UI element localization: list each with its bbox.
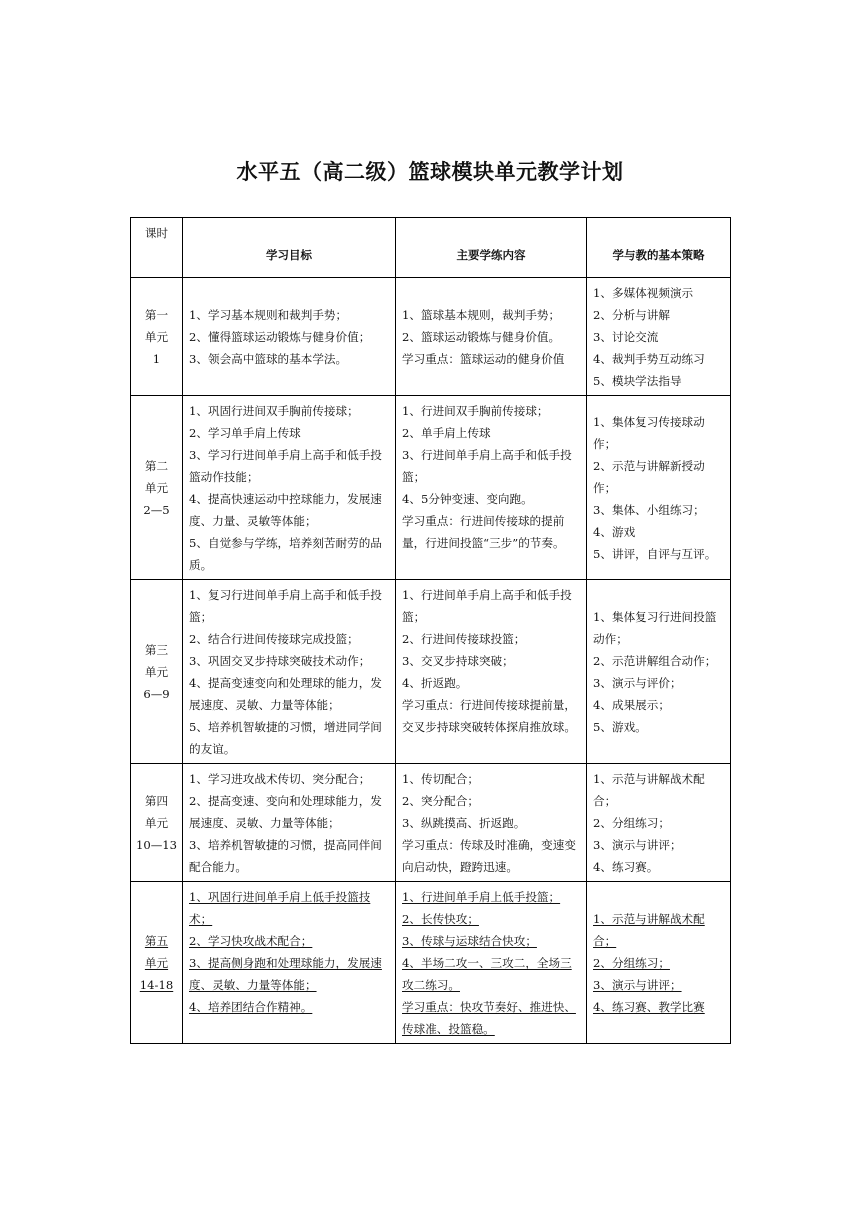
strategy-item: 3、演示与讲评； xyxy=(593,978,682,992)
content-item: 4、5分钟变速、变向跑。 xyxy=(402,492,533,506)
goal-item: 5、培养机智敏捷的习惯，增进同学间的友谊。 xyxy=(189,720,382,756)
strategy-cell xyxy=(587,764,731,882)
content-item: 学习重点：篮球运动的健身价值 xyxy=(402,352,565,366)
content-item: 2、突分配合； xyxy=(402,794,479,808)
strategy-item: 4、游戏 xyxy=(593,525,636,539)
strategy-item: 2、分组练习； xyxy=(593,816,670,830)
content-item: 3、传球与运球结合快攻； xyxy=(402,934,537,948)
goal-item: 2、学习单手肩上传球 xyxy=(189,426,301,440)
unit-line: 第三 xyxy=(144,642,169,657)
unit-cell xyxy=(131,580,183,764)
unit-line: 第一 xyxy=(144,307,169,322)
strategy-item: 2、分组练习； xyxy=(593,956,670,970)
goal-item: 3、领会高中篮球的基本学法。 xyxy=(189,352,348,366)
strategy-item: 4、裁判手势互动练习 xyxy=(593,352,705,366)
unit-cell xyxy=(131,764,183,882)
document-title: 水平五（高二级）篮球模块单元教学计划 xyxy=(236,160,624,184)
strategy-item: 1、多媒体视频演示 xyxy=(593,286,694,300)
teaching-plan-table xyxy=(130,217,731,1044)
goal-item: 2、提高变速、变向和处理球能力，发展速度、灵敏、力量等体能； xyxy=(189,794,382,830)
goal-item: 4、提高快速运动中控球能力，发展速度、力量、灵敏等体能； xyxy=(189,492,382,528)
unit-line: 单元 xyxy=(144,955,169,970)
content-item: 1、篮球基本规则，裁判手势； xyxy=(402,308,561,322)
header-strategy: 学与教的基本策略 xyxy=(587,218,731,278)
table-row xyxy=(131,882,731,1044)
strategy-cell xyxy=(587,882,731,1044)
content-item: 2、单手肩上传球 xyxy=(402,426,491,440)
strategy-item: 2、示范与讲解新授动作； xyxy=(593,459,705,495)
goals-cell xyxy=(183,278,396,396)
unit-line: 单元 xyxy=(144,815,169,830)
goals-cell xyxy=(183,580,396,764)
content-item: 3、行进间单手肩上高手和低手投篮； xyxy=(402,448,572,484)
strategy-item: 1、示范与讲解战术配合； xyxy=(593,772,705,808)
unit-line: 6—9 xyxy=(143,686,170,701)
strategy-item: 4、练习赛、教学比赛 xyxy=(593,1000,705,1014)
goal-item: 3、培养机智敏捷的习惯，提高同伴间配合能力。 xyxy=(189,838,382,874)
content-item: 学习重点：行进间传接球的提前量，行进间投篮“三步”的节奏。 xyxy=(402,514,565,550)
goal-item: 1、巩固行进间双手胸前传接球； xyxy=(189,404,359,418)
goal-item: 3、巩固交叉步持球突破技术动作； xyxy=(189,654,371,668)
content-item: 学习重点：传球及时准确，变速变向启动快，蹬跨迅速。 xyxy=(402,838,576,874)
goal-item: 4、提高变速变向和处理球的能力，发展速度、灵敏、力量等体能； xyxy=(189,676,382,712)
content-item: 4、半场二攻一、三攻二，全场三攻二练习。 xyxy=(402,956,572,992)
goals-cell xyxy=(183,764,396,882)
strategy-item: 3、讨论交流 xyxy=(593,330,659,344)
strategy-item: 2、分析与讲解 xyxy=(593,308,670,322)
content-item: 2、行进间传接球投篮； xyxy=(402,632,526,646)
content-item: 学习重点：行进间传接球提前量，交叉步持球突破转体探肩推放球。 xyxy=(402,698,576,734)
goals-cell xyxy=(183,396,396,580)
content-item: 1、行进间单手肩上低手投篮； xyxy=(402,890,561,904)
unit-line: 1 xyxy=(152,351,161,366)
content-cell xyxy=(396,882,587,1044)
table-row xyxy=(131,278,731,396)
strategy-item: 3、演示与评价； xyxy=(593,676,682,690)
strategy-item: 4、练习赛。 xyxy=(593,860,659,874)
content-cell xyxy=(396,278,587,396)
content-cell xyxy=(396,580,587,764)
goal-item: 1、复习行进间单手肩上高手和低手投篮； xyxy=(189,588,382,624)
unit-line: 单元 xyxy=(144,480,169,495)
strategy-cell xyxy=(587,580,731,764)
goal-item: 4、培养团结合作精神。 xyxy=(189,1000,313,1014)
header-unit: 课时 xyxy=(131,218,183,278)
strategy-item: 1、示范与讲解战术配合； xyxy=(593,912,705,948)
strategy-item: 1、集体复习行进间投篮动作； xyxy=(593,610,717,646)
goal-item: 5、自觉参与学练，培养刻苦耐劳的品质。 xyxy=(189,536,382,572)
content-item: 3、纵跳摸高、折返跑。 xyxy=(402,816,526,830)
header-goals: 学习目标 xyxy=(183,218,396,278)
strategy-item: 4、成果展示； xyxy=(593,698,670,712)
strategy-item: 2、示范讲解组合动作； xyxy=(593,654,717,668)
content-item: 2、长传快攻； xyxy=(402,912,479,926)
goal-item: 2、懂得篮球运动锻炼与健身价值； xyxy=(189,330,371,344)
strategy-cell xyxy=(587,396,731,580)
goal-item: 1、学习进攻战术传切、突分配合； xyxy=(189,772,371,786)
table-row xyxy=(131,396,731,580)
unit-line: 2—5 xyxy=(143,502,170,517)
goal-item: 3、学习行进间单手肩上高手和低手投篮动作技能； xyxy=(189,448,382,484)
goal-item: 3、提高侧身跑和处理球能力，发展速度、灵敏、力量等体能； xyxy=(189,956,382,992)
strategy-item: 1、集体复习传接球动作； xyxy=(593,415,705,451)
strategy-item: 3、演示与讲评； xyxy=(593,838,682,852)
strategy-item: 5、讲评，自评与互评。 xyxy=(593,547,717,561)
goal-item: 2、学习快攻战术配合； xyxy=(189,934,313,948)
goal-item: 1、巩固行进间单手肩上低手投篮技术； xyxy=(189,890,371,926)
content-item: 学习重点：快攻节奏好、推进快、传球准、投篮稳。 xyxy=(402,1000,576,1036)
goals-cell xyxy=(183,882,396,1044)
unit-cell xyxy=(131,278,183,396)
goal-item: 2、结合行进间传接球完成投篮； xyxy=(189,632,359,646)
content-cell xyxy=(396,396,587,580)
strategy-item: 5、模块学法指导 xyxy=(593,374,682,388)
unit-line: 单元 xyxy=(144,329,169,344)
content-item: 4、折返跑。 xyxy=(402,676,468,690)
goal-item: 1、学习基本规则和裁判手势； xyxy=(189,308,348,322)
unit-line: 10—13 xyxy=(135,837,178,852)
unit-line: 第二 xyxy=(144,458,169,473)
unit-line: 第五 xyxy=(144,933,169,948)
content-item: 1、行进间双手胸前传接球； xyxy=(402,404,549,418)
content-item: 2、篮球运动锻炼与健身价值。 xyxy=(402,330,561,344)
content-item: 1、行进间单手肩上高手和低手投篮； xyxy=(402,588,572,624)
table-header-row xyxy=(131,218,731,278)
table-row xyxy=(131,580,731,764)
table-row xyxy=(131,764,731,882)
unit-line: 14-18 xyxy=(139,977,174,992)
unit-line: 单元 xyxy=(144,664,169,679)
strategy-cell xyxy=(587,278,731,396)
unit-cell xyxy=(131,396,183,580)
content-item: 1、传切配合； xyxy=(402,772,479,786)
unit-line: 第四 xyxy=(144,793,169,808)
header-content: 主要学练内容 xyxy=(396,218,587,278)
strategy-item: 3、集体、小组练习； xyxy=(593,503,705,517)
unit-cell xyxy=(131,882,183,1044)
content-cell xyxy=(396,764,587,882)
content-item: 3、交叉步持球突破； xyxy=(402,654,514,668)
strategy-item: 5、游戏。 xyxy=(593,720,647,734)
